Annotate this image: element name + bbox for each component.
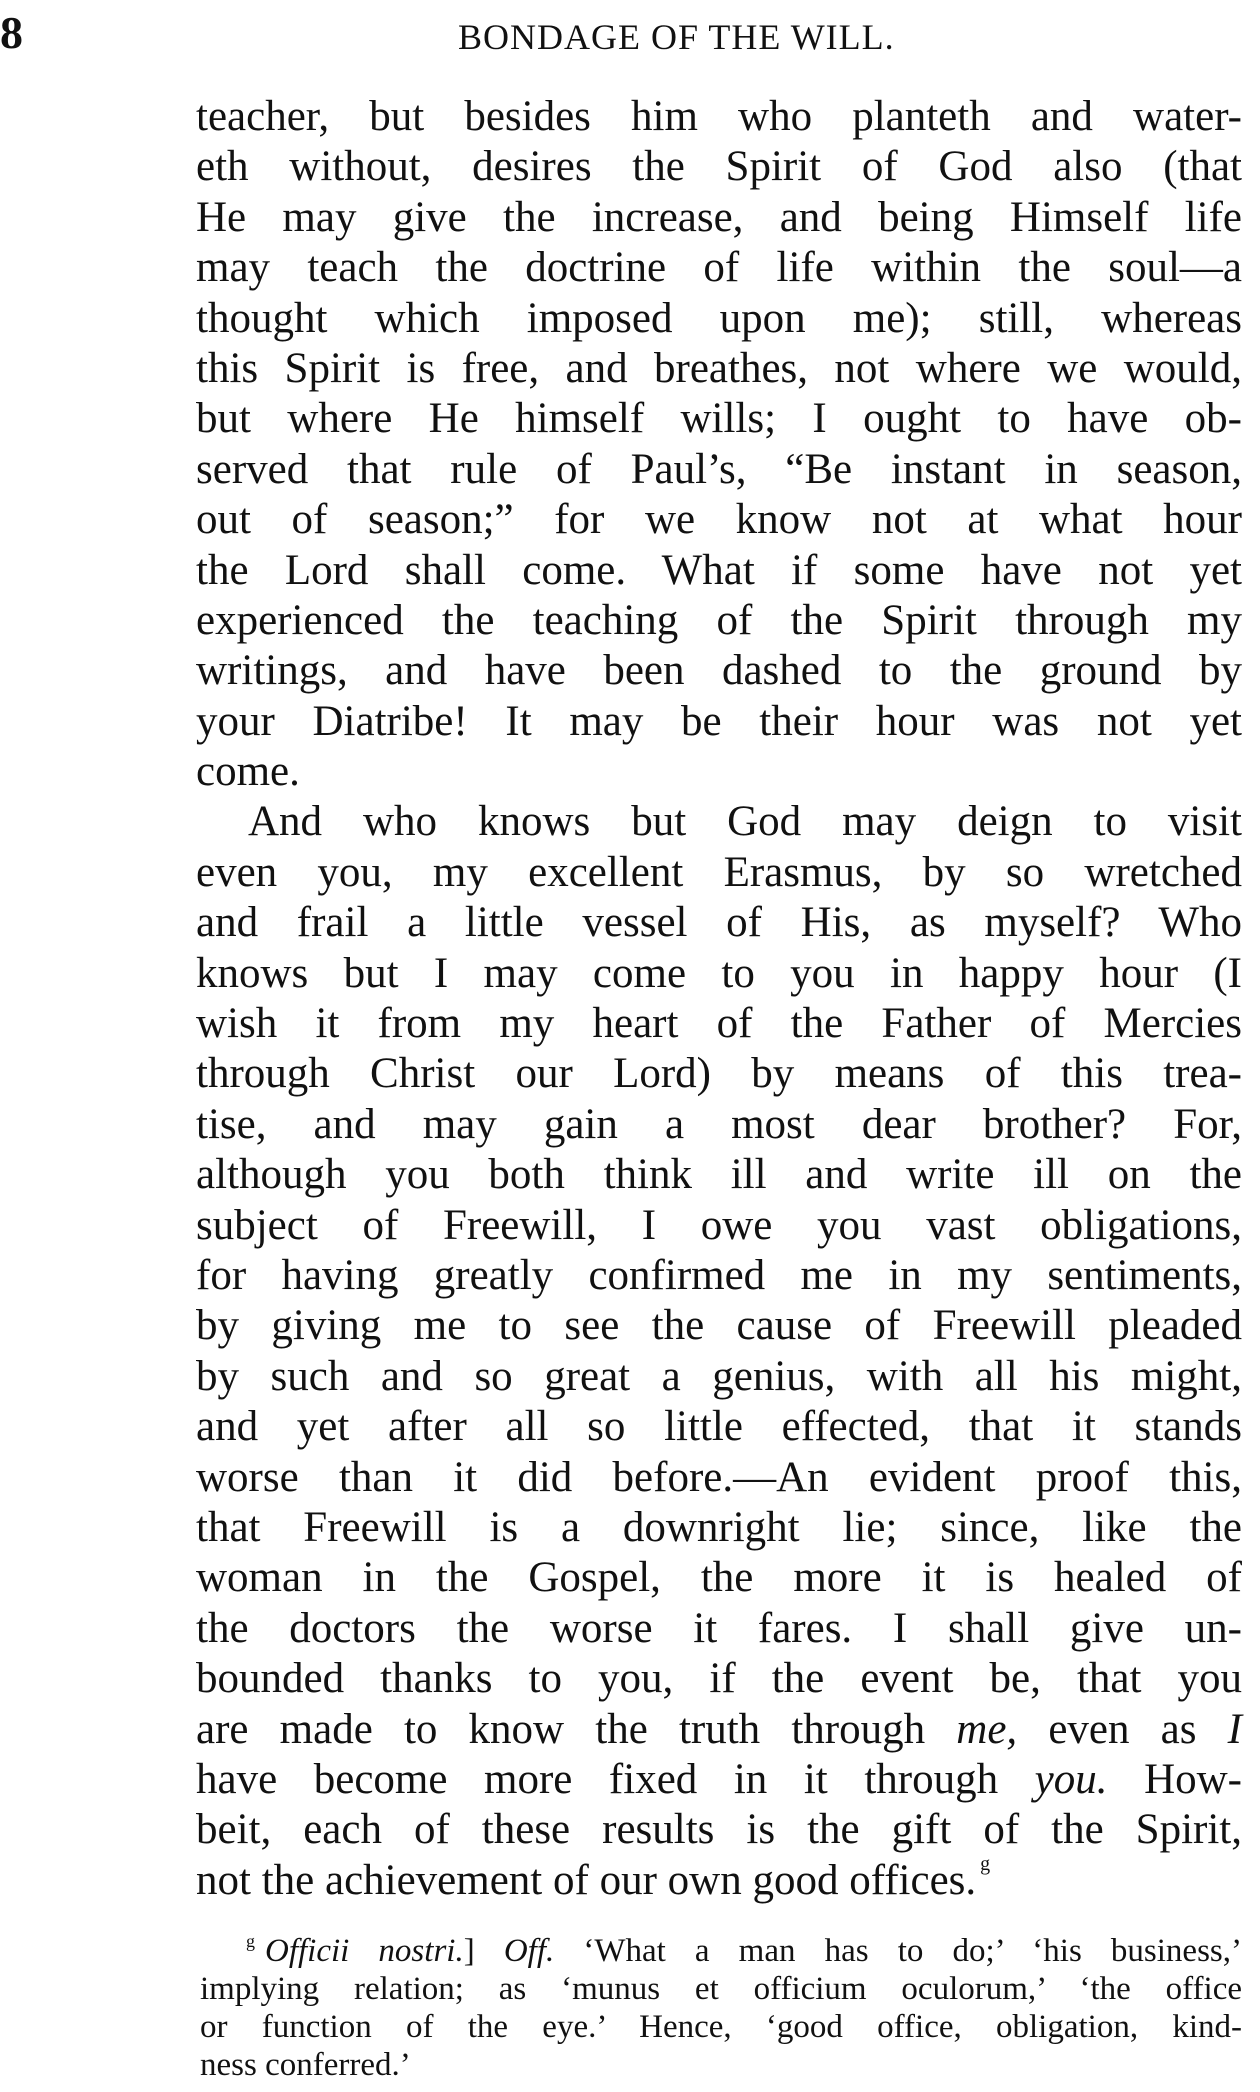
running-head: BONDAGE OF THE WILL. (458, 17, 895, 57)
text-line: but where He himself wills; I ought to have ob- (196, 395, 1242, 443)
text-line: through Christ our Lord) by means of this trea- (196, 1050, 1242, 1098)
text-line: that Freewill is a downright lie; since, like the (196, 1503, 1242, 1551)
footnote-marker: g (246, 1931, 255, 1951)
text-line (196, 1852, 1242, 1906)
text-run: have become more fixed in it through (196, 1755, 1035, 1803)
page-header (0, 8, 1260, 58)
footnote (200, 1932, 1242, 2084)
text-line: thought which imposed upon me); still, whereas (196, 294, 1242, 342)
text-line: your Diatribe! It may be their hour was not yet (196, 697, 1242, 745)
text-line: may teach the doctrine of life within the soul—a (196, 244, 1242, 292)
text-line: eth without, desires the Spirit of God also (that (196, 143, 1242, 191)
italic-text: me, (956, 1705, 1018, 1753)
text-line: by giving me to see the cause of Freewill pleaded (196, 1302, 1242, 1350)
footnote-line: ness conferred.’ (200, 2047, 411, 2083)
footnote-line (200, 1932, 1242, 1970)
footnote-line: implying relation; as ‘munus et officium oculorum,’ ‘the office (200, 1971, 1242, 2007)
text-line: worse than it did before.—An evident proof this, (196, 1453, 1242, 1501)
text-run: How- (1107, 1755, 1242, 1803)
footnote-line: or function of the eye.’ Hence, ‘good office, obligation, kind- (200, 2009, 1242, 2045)
text-line: subject of Freewill, I owe you vast obligations, (196, 1201, 1242, 1249)
text-line: even you, my excellent Erasmus, by so wretched (196, 848, 1242, 896)
body-text (196, 92, 1242, 1906)
text-line: wish it from my heart of the Father of Mercies (196, 1000, 1242, 1048)
text-line: woman in the Gospel, the more it is healed of (196, 1554, 1242, 1602)
text-line: tise, and may gain a most dear brother? For, (196, 1100, 1242, 1148)
text-line: knows but I may come to you in happy hour (I (196, 949, 1242, 997)
paragraph-start-line: And who knows but God may deign to visit (248, 798, 1242, 846)
text-line: teacher, but besides him who planteth and water- (196, 93, 1242, 140)
footnote-reference: g (980, 1852, 991, 1875)
italic-text: you. (1034, 1755, 1108, 1803)
text-line: come. (196, 748, 300, 796)
text-line: out of season;” for we know not at what hour (196, 496, 1242, 544)
text-line: and frail a little vessel of His, as myself? Who (196, 899, 1242, 947)
text-line: and yet after all so little effected, that it stands (196, 1403, 1242, 1451)
text-run: ‘What a man has to do;’ ‘his business,’ (554, 1933, 1242, 1969)
footnote-abbreviation: Off. (503, 1933, 555, 1969)
text-line: served that rule of Paul’s, “Be instant in season, (196, 445, 1242, 493)
page-number: 8 (0, 7, 23, 58)
text-run: even as (1017, 1705, 1228, 1753)
text-line (196, 1755, 1242, 1805)
text-line: the Lord shall come. What if some have not yet (196, 546, 1242, 594)
text-line: beit, each of these results is the gift of the Spirit, (196, 1806, 1242, 1854)
text-line: although you both think ill and write ill on the (196, 1151, 1242, 1199)
text-line: bounded thanks to you, if the event be, that you (196, 1655, 1242, 1703)
text-run: are made to know the truth through (196, 1705, 957, 1753)
text-line: writings, and have been dashed to the ground by (196, 647, 1242, 695)
text-line: this Spirit is free, and breathes, not where we would, (196, 344, 1242, 392)
text-line (196, 1705, 1242, 1755)
text-line: for having greatly confirmed me in my sentiments, (196, 1251, 1242, 1299)
text-line: the doctors the worse it fares. I shall give un- (196, 1604, 1242, 1652)
text-run: ] (463, 1933, 504, 1969)
text-line: by such and so great a genius, with all his might, (196, 1352, 1242, 1400)
text-line: experienced the teaching of the Spirit through my (196, 596, 1242, 644)
text-run: not the achievement of our own good offices. (196, 1856, 977, 1904)
text-line: He may give the increase, and being Himself life (196, 193, 1242, 241)
footnote-latin-term: Officii nostri. (265, 1933, 464, 1969)
italic-text: I (1227, 1705, 1242, 1753)
